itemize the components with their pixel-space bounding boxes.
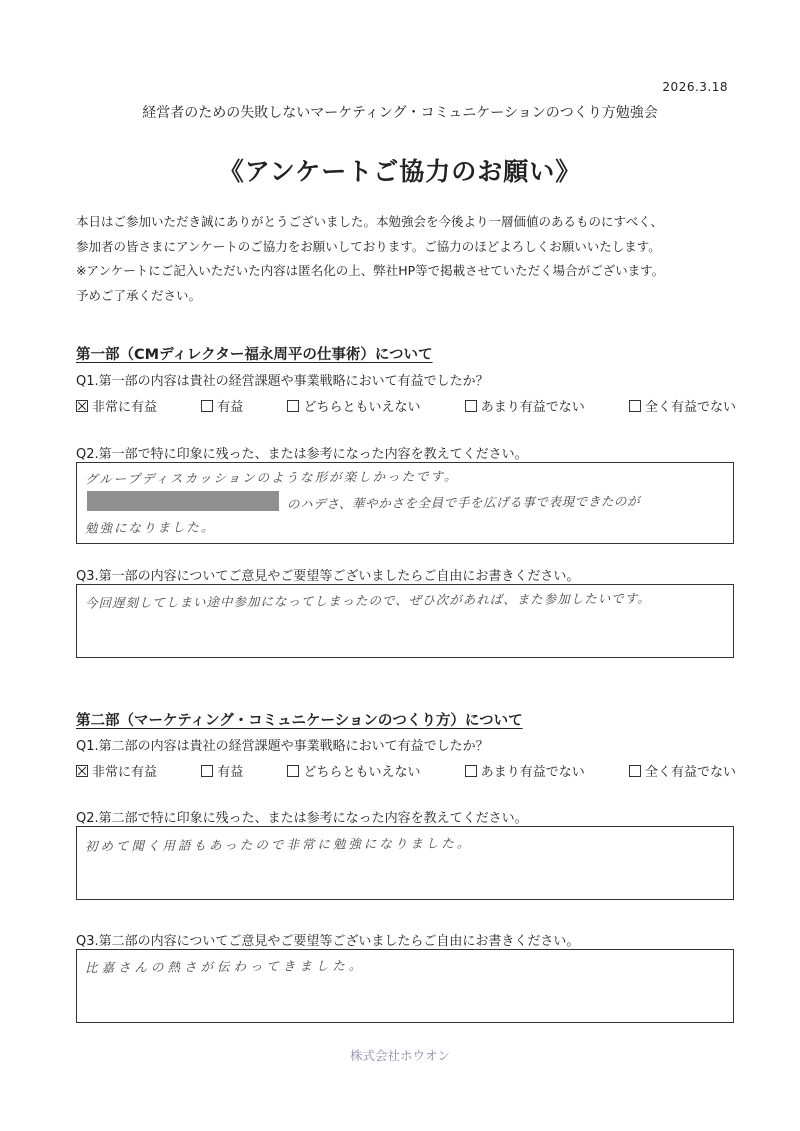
part2-option-not-useful[interactable]	[629, 761, 736, 780]
part2-heading: 第二部（マーケティング・コミュニケーションのつくり方）について	[76, 713, 523, 729]
part1-q3-answer-box[interactable]	[76, 584, 734, 658]
intro-line: ※アンケートにご記入いただいた内容は匿名化の上、弊社HP等で掲載させていただく場合がございます。	[76, 263, 665, 278]
redaction-block	[87, 491, 279, 511]
checkbox-icon[interactable]	[201, 400, 213, 412]
intro-line: 予めご了承ください。	[76, 287, 202, 303]
option-label: 有益	[217, 765, 244, 780]
handwritten-answer-line: 今回遅刻してしまい途中参加になってしまったので、ぜひ次があれば、また参加したいです。	[84, 590, 651, 611]
checkbox-icon[interactable]	[201, 765, 213, 777]
part1-option-not-very-useful[interactable]	[465, 396, 585, 415]
company-name: 株式会社ホウオン	[349, 1048, 450, 1063]
part2-option-very-useful[interactable]	[76, 761, 157, 780]
part1-option-neutral[interactable]	[287, 396, 420, 415]
part2-q3-answer-box[interactable]	[76, 949, 734, 1023]
intro-line: 参加者の皆さまにアンケートのご協力をお願いしております。ご協力のほどよろしくお願いいたします。	[76, 238, 661, 254]
page-title: 《アンケートご協力のお願い》	[218, 157, 582, 186]
part1-q2-label: Q2.第一部で特に印象に残った、または参考になった内容を教えてください。	[76, 447, 528, 462]
handwritten-answer-line: 比嘉さんの熱さが伝わってきました。	[84, 957, 366, 976]
option-label: 非常に有益	[92, 765, 158, 780]
survey-date: 2026.3.18	[662, 80, 728, 94]
checkbox-icon[interactable]	[465, 400, 477, 412]
option-label: 全く有益でない	[644, 765, 736, 780]
checkbox-icon[interactable]	[287, 765, 299, 777]
checked-checkbox-icon[interactable]	[76, 765, 88, 777]
part2-option-not-very-useful[interactable]	[465, 761, 585, 780]
part1-q1-options	[76, 396, 736, 415]
checkbox-icon[interactable]	[287, 400, 299, 412]
option-label: どちらともいえない	[303, 400, 421, 415]
handwritten-answer-line: 初めて聞く用語もあったので非常に勉強になりました。	[84, 835, 473, 854]
part2-option-neutral[interactable]	[287, 761, 420, 780]
part2-option-useful[interactable]	[201, 761, 243, 780]
option-label: 非常に有益	[92, 400, 158, 415]
option-label: どちらともいえない	[303, 765, 421, 780]
part1-heading: 第一部（CMディレクター福永周平の仕事術）について	[76, 347, 433, 363]
event-subtitle: 経営者のための失敗しないマーケティング・コミュニケーションのつくり方勉強会	[142, 105, 658, 121]
part1-option-useful[interactable]	[201, 396, 243, 415]
checkbox-icon[interactable]	[629, 400, 641, 412]
intro-line: 本日はご参加いただき誠にありがとうございました。本勉強会を今後より一層価値のあるものにすべく、	[76, 214, 664, 229]
part2-q3-label: Q3.第二部の内容についてご意見やご要望等ございましたらご自由にお書きください。	[76, 934, 580, 949]
part1-option-not-useful[interactable]	[629, 396, 736, 415]
part1-q1-label: Q1.第一部の内容は貴社の経営課題や事業戦略において有益でしたか？	[76, 374, 489, 389]
handwritten-answer-line: 勉強になりました。	[84, 519, 216, 536]
part2-q2-answer-box[interactable]	[76, 826, 734, 900]
checked-checkbox-icon[interactable]	[76, 400, 88, 412]
checkbox-icon[interactable]	[629, 765, 641, 777]
option-label: 全く有益でない	[644, 400, 736, 415]
handwritten-answer-line: グループディスカッションのような形が楽しかったです。	[84, 468, 459, 487]
checkbox-icon[interactable]	[465, 765, 477, 777]
part2-q1-options	[76, 761, 736, 780]
intro-paragraph	[76, 210, 736, 308]
part1-q3-label: Q3.第一部の内容についてご意見やご要望等ございましたらご自由にお書きください。	[76, 569, 580, 584]
option-label: あまり有益でない	[480, 400, 585, 415]
handwritten-answer-line: のハデさ、華やかさを全員で手を広げる事で表現できたのが	[286, 493, 641, 512]
option-label: あまり有益でない	[480, 765, 585, 780]
option-label: 有益	[217, 400, 244, 415]
part1-q2-answer-box[interactable]	[76, 462, 734, 544]
part2-q2-label: Q2.第二部で特に印象に残った、または参考になった内容を教えてください。	[76, 811, 528, 826]
part2-q1-label: Q1.第二部の内容は貴社の経営課題や事業戦略において有益でしたか？	[76, 739, 489, 754]
part1-option-very-useful[interactable]	[76, 396, 157, 415]
